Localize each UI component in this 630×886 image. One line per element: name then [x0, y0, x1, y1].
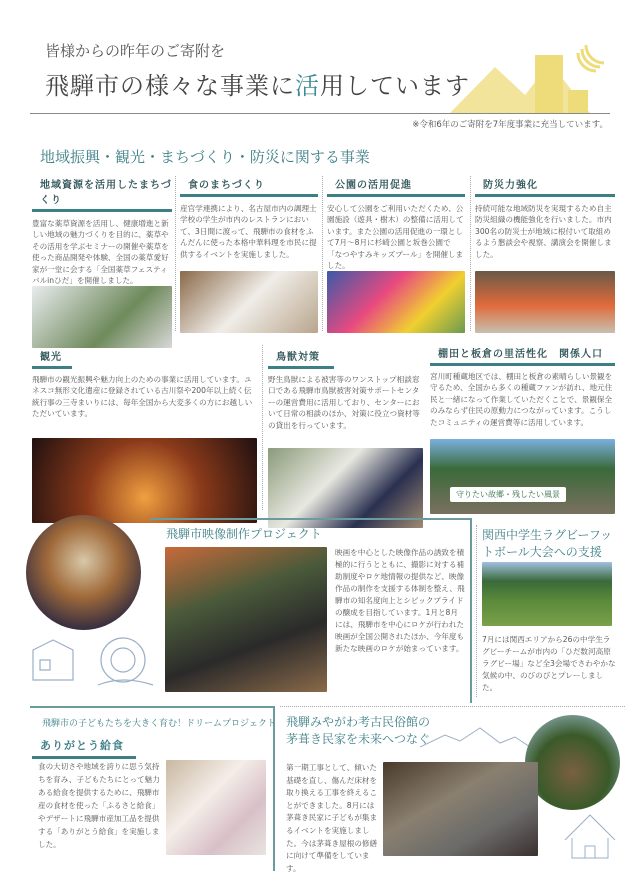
dream-text: 食の大切さや地域を誇りに思う気持ちを育み、子どもたちにとって魅力ある給食を提供するために、飛騨市産の食材を使った「ふるさと給食」やデザートに飛騨市産加工品を提供する「ありがとう給食」を実施しました。: [38, 762, 160, 849]
tanada-photo: [430, 439, 615, 514]
museum-event-photo: [383, 762, 538, 856]
card-wildlife: [268, 345, 423, 528]
card-text: 宮川町種蔵地区では、棚田と板倉の素晴らしい景観を守るため、全国から多くの種蔵ファンが訪れ、地元住民と一緒になって作業していただくことで、景観保全のみならず住民の原動力につながっています。こうしたコミュニティの運営費等に活用しています。: [430, 372, 613, 427]
footnote: ※令和6年のご寄附を7年度事業に充当しています。: [412, 120, 608, 130]
card-title: 棚田と板倉の里活性化 関係人口: [430, 345, 615, 366]
film-text: 映画を中心とした映像作品の誘致を積極的に行うとともに、撮影に対する補助制度やロケ地情報の提供など、映像作品の制作を支援する体制を整え、飛騨市の知名度向上とシビックプライドの醸成を目指しています。1月と8月には、飛騨市を中心にロケが行われた映画が全国公開されたほか、今年度も新たな映画のロケが始まっています。: [335, 548, 465, 653]
page-title: [45, 66, 470, 101]
museum-title-line2: 茅葺き民家を未来へつなぐ: [286, 732, 431, 746]
rugby-title: 関西中学生ラグビーフットボール大会への支援: [482, 528, 613, 559]
card-text: 野生鳥獣による被害等のワンストップ相談窓口である飛騨市鳥獣被害対策サポートセンターの運営費用に活用しており、センターにおいて日常の相談のほか、対策に役立つ資材等の貸出を行っています。: [268, 375, 420, 430]
card-food: [180, 176, 318, 333]
card-title: 防災力強化: [475, 176, 615, 197]
card-text: 飛騨市の観光振興や魅力向上のための事業に活用しています。ユネスコ無形文化遺産に登録されている古川祭や200年以上続く伝統行事の三寺まいりには、毎年全国から大変多くの方にお越しいただいています。: [32, 375, 253, 419]
title-part: 用しています: [320, 72, 470, 100]
museum-text: 第一期工事として、傾いた基礎を直し、傷んだ床材を取り換える工事を終えることができました。8月には茅葺き民家に子どもが集まるイベントを実施しました。今は茅葺き屋根の修繕に向けて準備をしています。: [286, 763, 378, 873]
dream-title: ありがとう給食: [32, 737, 136, 759]
section-title: 地域振興・観光・まちづくり・防災に関する事業: [40, 148, 370, 166]
thatched-house-photo: [525, 715, 620, 810]
card-title: 鳥獣対策: [268, 348, 334, 369]
mountain-sketch-icon: [420, 725, 530, 750]
rugby-photo: [482, 562, 612, 626]
film-shoot-photo: [165, 547, 327, 692]
wildlife-center-photo: [268, 448, 423, 528]
film-title: 飛騨市映像制作プロジェクト: [166, 527, 322, 541]
disaster-seminar-photo: [475, 271, 615, 333]
card-terraces: [430, 345, 615, 514]
title-highlight: 活: [295, 72, 320, 100]
title-rule: [30, 113, 610, 114]
card-title: 食のまちづくり: [180, 176, 318, 197]
card-parks: [327, 176, 465, 333]
card-text: 豊富な薬草資源を活用し、健康増進と新しい地域の魅力づくりを目的に、薬草やその活用を学ぶセミナーの開催や薬草を使った商品開発や体験、全国の薬草愛好家が一堂に会する「全国薬草フェスティバルinひだ」を開催しました。: [32, 219, 169, 286]
cooking-event-photo: [180, 271, 318, 333]
festival-sketch-icon: [28, 620, 158, 695]
card-local-resources: [32, 176, 172, 348]
lead-text: 皆様からの昨年のご寄附を: [45, 42, 226, 60]
town-illustration-icon: [450, 45, 610, 115]
card-text: 産官学連携により、名古屋市内の調理士学校の学生が市内のレストランにおいて、3日間に渡って、飛騨市の食材をふんだんに使った本格中華料理を市民に提供するイベントを実施しました。: [180, 204, 317, 259]
rugby-text: 7月には関西エリアから26の中学生ラグビーチームが市内の「ひだ数河高原ラグビー場」など全3会場でさわやかな気候の中、のびのびとプレーしました。: [482, 635, 616, 692]
festival-float-photo: [26, 515, 141, 630]
house-sketch-icon: [560, 810, 620, 860]
school-lunch-photo: [166, 760, 266, 855]
card-title: 公園の活用促進: [327, 176, 465, 197]
museum-title: [286, 714, 430, 748]
photo-banner: 守りたい故郷・残したい風景: [450, 487, 566, 502]
title-part: 飛騨市の様々な事業に: [45, 72, 295, 100]
card-disaster: [475, 176, 615, 333]
herb-festival-photo: [32, 286, 172, 348]
card-text: 持続可能な地域防災を実現するため自主防災組織の機能強化を行いました。市内300名の防災士が地域に根付いて取組めるよう懇談会や視察、講演会を開催しました。: [475, 204, 612, 259]
sandera-mairi-photo: [32, 438, 257, 523]
dream-project-label: 飛騨市の子どもたちを大きく育む！ドリームプロジェクト: [42, 719, 276, 729]
card-text: 安心して公園をご利用いただくため、公園施設（遊具・樹木）の整備に活用しています。また公園の活用促進の一環として7月～8月に杉崎公園と坂巻公園で「なつやすみキッズプール」を開催しました。: [327, 204, 464, 271]
card-title: 観光: [32, 348, 72, 369]
kids-pool-photo: [327, 271, 465, 333]
museum-title-line1: 飛騨みやがわ考古民俗館の: [286, 715, 431, 729]
card-title: 地域資源を活用したまちづくり: [32, 176, 172, 212]
card-tourism: [32, 345, 257, 523]
